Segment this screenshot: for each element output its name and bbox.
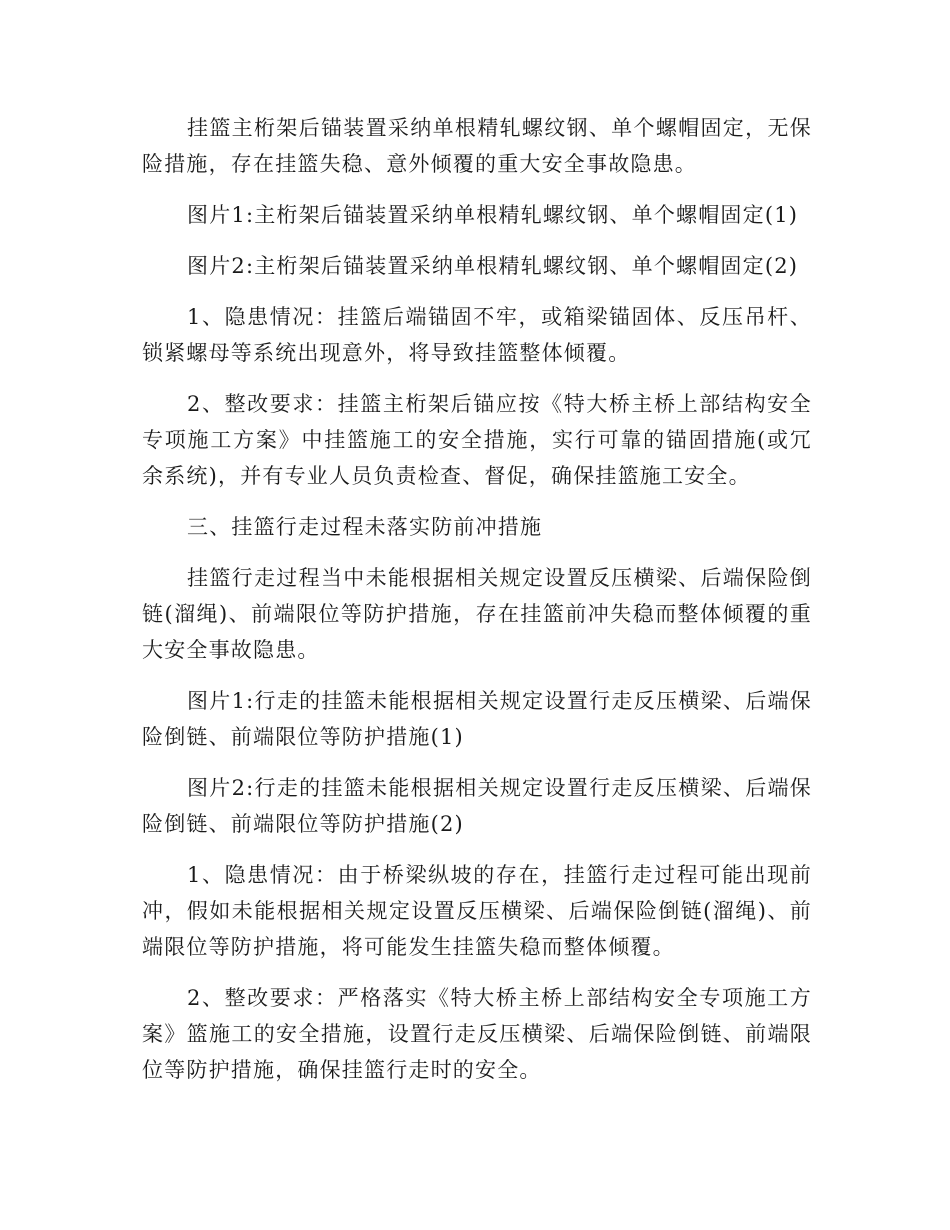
document-body <box>142 110 812 1103</box>
figure-caption-1: 图片1:主桁架后锚装置采纳单根精轧螺纹钢、单个螺帽固定(1) <box>187 203 799 227</box>
paragraph-hazard-situation: 1、隐患情况：挂篮后端锚固不牢，或箱梁锚固体、反压吊杆、锁紧螺母等系统出现意外，将导致挂篮整体倾覆。 <box>142 305 812 365</box>
figure-caption-2: 图片2:主桁架后锚装置采纳单根精轧螺纹钢、单个螺帽固定(2) <box>187 254 799 278</box>
paragraph-rectification: 2、整改要求：挂篮主桁架后锚应按《特大桥主桥上部结构安全专项施工方案》中挂篮施工的安全措施，实行可靠的锚固措施(或冗余系统)，并有专业人员负责检查、督促，确保挂篮施工安全。 <box>142 392 812 488</box>
section-heading: 三、挂篮行走过程未落实防前冲措施 <box>187 515 543 539</box>
figure-caption-4: 图片2:行走的挂篮未能根据相关规定设置行走反压横梁、后端保险倒链、前端限位等防护措施(2) <box>142 776 812 836</box>
paragraph-hazard-situation-2: 1、隐患情况：由于桥梁纵坡的存在，挂篮行走过程可能出现前冲，假如未能根据相关规定设置反压横梁、后端保险倒链(溜绳)、前端限位等防护措施，将可能发生挂篮失稳而整体倾覆。 <box>142 863 812 959</box>
paragraph-walking-hazard: 挂篮行走过程当中未能根据相关规定设置反压横梁、后端保险倒链(溜绳)、前端限位等防护措施，存在挂篮前冲失稳而整体倾覆的重大安全事故隐患。 <box>142 566 812 662</box>
paragraph-rectification-2: 2、整改要求：严格落实《特大桥主桥上部结构安全专项施工方案》篮施工的安全措施，设置行走反压横梁、后端保险倒链、前端限位等防护措施，确保挂篮行走时的安全。 <box>142 986 812 1082</box>
paragraph-anchor-hazard: 挂篮主桁架后锚装置采纳单根精轧螺纹钢、单个螺帽固定，无保险措施，存在挂篮失稳、意外倾覆的重大安全事故隐患。 <box>142 116 812 176</box>
figure-caption-3: 图片1:行走的挂篮未能根据相关规定设置行走反压横梁、后端保险倒链、前端限位等防护措施(1) <box>142 689 812 749</box>
